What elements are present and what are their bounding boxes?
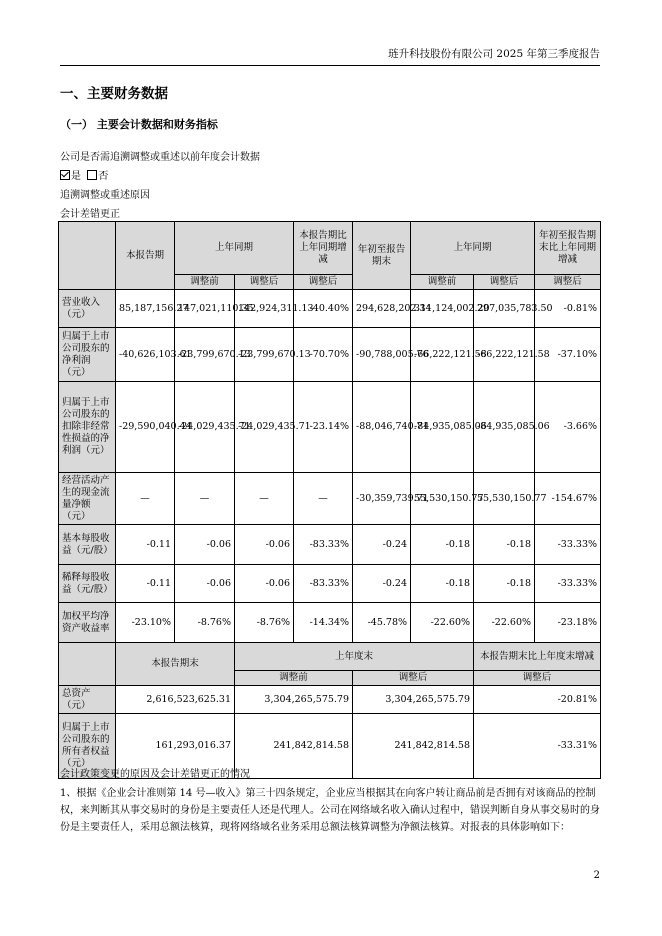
table-cell: -20.81% bbox=[474, 686, 601, 714]
table-cell: -22.60% bbox=[474, 603, 535, 643]
header-period: 本报告期 bbox=[116, 222, 175, 290]
table-cell: -29,590,040.44 bbox=[116, 382, 175, 473]
reason-label: 追溯调整或重述原因 bbox=[60, 190, 150, 201]
row-label: 归属于上市公司股东的扣除非经常性损益的净利润（元） bbox=[59, 382, 116, 473]
header-before: 调整前 bbox=[411, 275, 474, 290]
table-cell: -154.67% bbox=[535, 473, 601, 525]
table-cell: -88,046,740.71 bbox=[353, 382, 411, 473]
header-period-change: 本报告期比上年同期增减 bbox=[294, 222, 353, 275]
table-cell: -30,359,739.71 bbox=[353, 473, 411, 525]
table-cell: -23.18% bbox=[535, 603, 601, 643]
table-cell: 2,616,523,625.31 bbox=[116, 686, 235, 714]
table-cell: 294,628,202.34 bbox=[353, 290, 411, 328]
header-after: 调整后 bbox=[353, 671, 474, 686]
row-label: 归属于上市公司股东的所有者权益（元） bbox=[59, 714, 116, 779]
table-cell: -33.33% bbox=[535, 525, 601, 565]
row-label: 总资产（元） bbox=[59, 686, 116, 714]
restatement-options bbox=[60, 167, 108, 182]
table-cell: -3.66% bbox=[535, 382, 601, 473]
table-cell: -37.10% bbox=[535, 328, 601, 382]
note-label: 会计政策变更的原因及会计差错更正的情况 bbox=[60, 769, 250, 780]
row-label: 加权平均净资产收益率 bbox=[59, 603, 116, 643]
table-cell: -8.76% bbox=[235, 603, 294, 643]
reason-text: 会计差错更正 bbox=[60, 209, 120, 220]
table-cell: -45.78% bbox=[353, 603, 411, 643]
table-cell: 241,842,814.58 bbox=[235, 714, 353, 779]
corner-cell bbox=[59, 222, 116, 290]
header-last-period: 上年同期 bbox=[175, 222, 294, 275]
header-last-year-end: 上年度末 bbox=[235, 643, 474, 671]
table-cell: -0.11 bbox=[116, 565, 175, 603]
table-cell: -40,626,103.61 bbox=[116, 328, 175, 382]
table-cell: -0.24 bbox=[353, 565, 411, 603]
section-title: 一、主要财务数据 bbox=[60, 86, 168, 102]
table-cell: 3,304,265,575.79 bbox=[353, 686, 474, 714]
table-cell: -83.33% bbox=[294, 525, 353, 565]
header-after: 调整后 bbox=[535, 275, 601, 290]
table-cell: -23,799,670.13 bbox=[235, 328, 294, 382]
table-cell: -0.81% bbox=[535, 290, 601, 328]
table-cell: 297,035,783.50 bbox=[474, 290, 535, 328]
table-cell: -70.70% bbox=[294, 328, 353, 382]
table-cell: -66,222,121.58 bbox=[474, 328, 535, 382]
table-cell: -84,935,085.06 bbox=[474, 382, 535, 473]
table-cell: -90,788,005.76 bbox=[353, 328, 411, 382]
subsection-title: （一） 主要会计数据和财务指标 bbox=[60, 118, 218, 131]
header-period-end: 本报告期末 bbox=[116, 643, 235, 686]
row-label: 营业收入（元） bbox=[59, 290, 116, 328]
no-checkbox-icon bbox=[87, 170, 97, 180]
header-ytd-change: 年初至报告期末比上年同期增减 bbox=[535, 222, 601, 275]
row-label: 稀释每股收益（元/股） bbox=[59, 565, 116, 603]
correction-paragraph: 1、根据《企业会计准则第 14 号—收入》第三十四条规定，企业应当根据其在向客户转让商品前是否拥有对该商品的控制权，来判断其从事交易时的身份是主要责任人还是代理人。公司在网络域名收入确认过程中，错误判断自身从事交易时的身份是主要责任人，采用总额法核算，现将网络域名业务采用总额法核算调整为净额法核算。对报表的具体影响如下： bbox=[60, 788, 600, 833]
yes-label: 是 bbox=[71, 171, 81, 182]
table-cell: -40.40% bbox=[294, 290, 353, 328]
header-after: 调整后 bbox=[235, 275, 294, 290]
row-label: 归属于上市公司股东的净利润（元） bbox=[59, 328, 116, 382]
table-cell: 241,842,814.58 bbox=[353, 714, 474, 779]
table-cell: 55,530,150.77 bbox=[474, 473, 535, 525]
table-cell: -23,799,670.13 bbox=[175, 328, 235, 382]
table-cell: -23.10% bbox=[116, 603, 175, 643]
table-cell: 311,124,002.20 bbox=[411, 290, 474, 328]
table-cell: -8.76% bbox=[175, 603, 235, 643]
header-last-ytd: 上年同期 bbox=[411, 222, 535, 275]
table-cell: 142,924,311.13 bbox=[235, 290, 294, 328]
table-cell: -83.33% bbox=[294, 565, 353, 603]
header-year-change: 本报告期末比上年度末增减 bbox=[474, 643, 601, 671]
table-cell: — bbox=[294, 473, 353, 525]
table-cell: — bbox=[116, 473, 175, 525]
page-header: 琏升科技股份有限公司 2025 年第三季度报告 bbox=[60, 46, 600, 66]
table-cell: -24,029,435.71 bbox=[175, 382, 235, 473]
row-label: 经营活动产生的现金流量净额（元） bbox=[59, 473, 116, 525]
table-cell: -66,222,121.58 bbox=[411, 328, 474, 382]
page-number: 2 bbox=[593, 870, 600, 881]
table-cell: -0.18 bbox=[411, 565, 474, 603]
table-cell: 85,187,156.27 bbox=[116, 290, 175, 328]
table-cell: -0.11 bbox=[116, 525, 175, 565]
header-before: 调整前 bbox=[175, 275, 235, 290]
table-cell: -0.06 bbox=[235, 525, 294, 565]
financial-data-table bbox=[58, 221, 601, 779]
table-cell: -24,029,435.71 bbox=[235, 382, 294, 473]
corner-cell bbox=[59, 643, 116, 686]
header-after: 调整后 bbox=[474, 275, 535, 290]
row-label: 基本每股收益（元/股） bbox=[59, 525, 116, 565]
table-cell: -0.18 bbox=[474, 525, 535, 565]
table-cell: 3,304,265,575.79 bbox=[235, 686, 353, 714]
table-cell: 55,530,150.77 bbox=[411, 473, 474, 525]
table-cell: — bbox=[175, 473, 235, 525]
table-cell: 161,293,016.37 bbox=[116, 714, 235, 779]
table-cell: -33.31% bbox=[474, 714, 601, 779]
table-cell: -33.33% bbox=[535, 565, 601, 603]
table-cell: — bbox=[235, 473, 294, 525]
table-cell: 147,021,110.35 bbox=[175, 290, 235, 328]
header-ytd: 年初至报告期末 bbox=[353, 222, 411, 290]
restatement-question: 公司是否需追溯调整或重述以前年度会计数据 bbox=[60, 152, 260, 163]
yes-checkbox-icon bbox=[60, 170, 70, 180]
table-cell: -14.34% bbox=[294, 603, 353, 643]
header-before: 调整前 bbox=[235, 671, 353, 686]
no-label: 否 bbox=[98, 171, 109, 182]
table-cell: -22.60% bbox=[411, 603, 474, 643]
table-cell: -0.06 bbox=[175, 565, 235, 603]
header-after: 调整后 bbox=[294, 275, 353, 290]
table-cell: -84,935,085.06 bbox=[411, 382, 474, 473]
table-cell: -0.18 bbox=[411, 525, 474, 565]
table-cell: -0.06 bbox=[175, 525, 235, 565]
table-cell: -0.18 bbox=[474, 565, 535, 603]
table-cell: -23.14% bbox=[294, 382, 353, 473]
header-after: 调整后 bbox=[474, 671, 601, 686]
table-cell: -0.24 bbox=[353, 525, 411, 565]
table-cell: -0.06 bbox=[235, 565, 294, 603]
